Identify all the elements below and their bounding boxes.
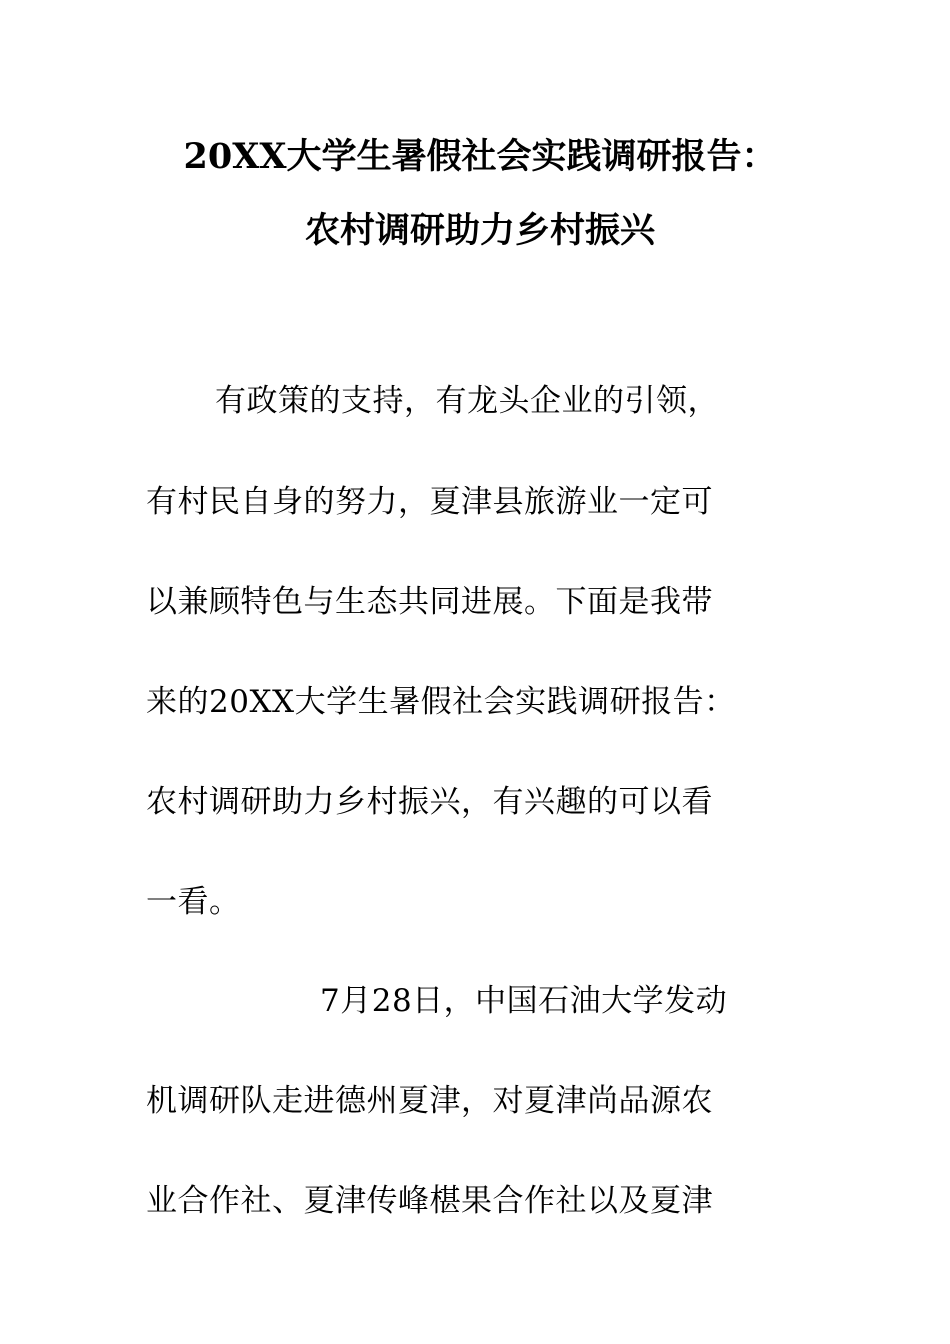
paragraph-1-line-1: 有政策的支持，有龙头企业的引领， bbox=[215, 383, 719, 419]
document-title-line-1: 20XX大学生暑假社会实践调研报告： bbox=[183, 136, 777, 177]
paragraph-1-line-6: 一看。 bbox=[146, 884, 241, 920]
paragraph-1-line-4: 来的20XX大学生暑假社会实践调研报告： bbox=[146, 684, 736, 720]
paragraph-1-line-2: 有村民自身的努力，夏津县旅游业一定可 bbox=[146, 484, 713, 520]
paragraph-1-line-3: 以兼顾特色与生态共同进展。下面是我带 bbox=[146, 584, 713, 620]
paragraph-2-line-2: 机调研队走进德州夏津，对夏津尚品源农 bbox=[146, 1083, 713, 1119]
paragraph-2-line-3: 业合作社、夏津传峰椹果合作社以及夏津 bbox=[146, 1183, 713, 1219]
paragraph-1-line-5: 农村调研助力乡村振兴，有兴趣的可以看 bbox=[146, 784, 713, 820]
document-title-line-2: 农村调研助力乡村振兴 bbox=[304, 210, 655, 251]
paragraph-2-line-1: 7月28日，中国石油大学发动 bbox=[320, 983, 728, 1019]
